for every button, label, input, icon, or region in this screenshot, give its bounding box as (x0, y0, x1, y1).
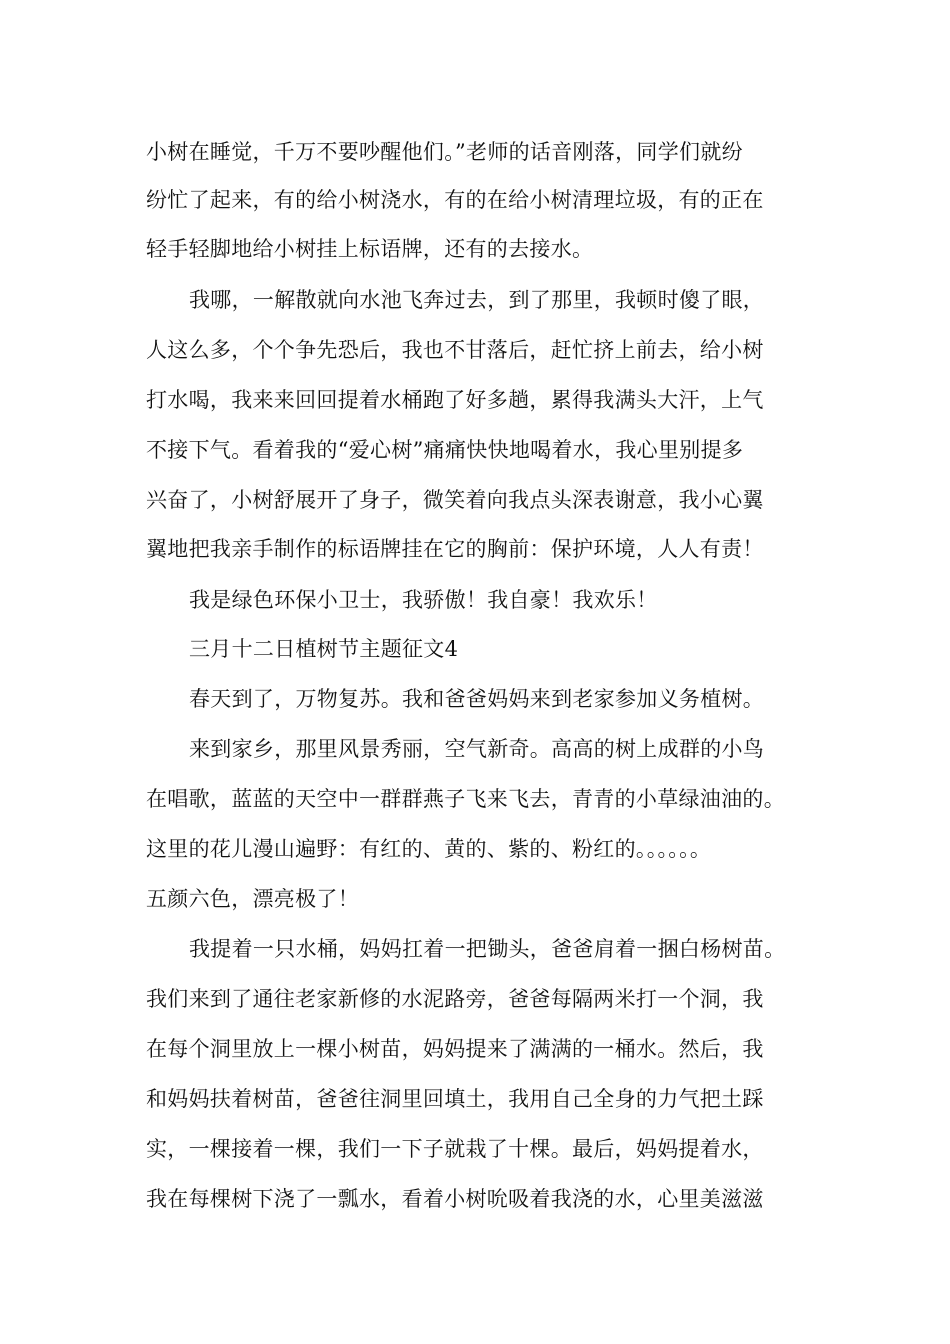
paragraph-start-line: 我哪，一解散就向水池飞奔过去，到了那里，我顿时傻了眼， (189, 288, 765, 312)
paragraph-start-line: 我是绿色环保小卫士，我骄傲！我自豪！我欢乐！ (189, 588, 658, 612)
text-line: 在每个洞里放上一棵小树苗，妈妈提来了满满的一桶水。然后，我 (146, 1037, 764, 1061)
text-line: 实，一棵接着一棵，我们一下子就栽了十棵。最后，妈妈提着水， (146, 1137, 764, 1161)
text-line: 轻手轻脚地给小树挂上标语牌，还有的去接水。 (146, 237, 594, 261)
paragraph-start-line: 春天到了，万物复苏。我和爸爸妈妈来到老家参加义务植树。 (189, 687, 765, 711)
text-line: 纷忙了起来，有的给小树浇水，有的在给小树清理垃圾，有的正在 (146, 188, 764, 212)
text-line: 五颜六色，漂亮极了！ (146, 887, 359, 911)
text-line: 不接下气。看着我的“爱心树”痛痛快快地喝着水，我心里别提多 (146, 438, 744, 462)
paragraph-start-line: 我提着一只水桶，妈妈扛着一把锄头，爸爸肩着一捆白杨树苗。 (189, 937, 786, 961)
text-line: 和妈妈扶着树苗，爸爸往洞里回填土，我用自己全身的力气把土踩 (146, 1087, 764, 1111)
paragraph-start-line: 来到家乡，那里风景秀丽，空气新奇。高高的树上成群的小鸟 (189, 737, 765, 761)
text-line: 兴奋了，小树舒展开了身子，微笑着向我点头深表谢意，我小心翼 (146, 488, 764, 512)
text-line: 人这么多，个个争先恐后，我也不甘落后，赶忙挤上前去，给小树 (146, 338, 764, 362)
text-line: 打水喝，我来来回回提着水桶跑了好多趟，累得我满头大汗，上气 (146, 388, 764, 412)
text-line: 翼地把我亲手制作的标语牌挂在它的胸前：保护环境，人人有责！ (146, 537, 764, 561)
text-line: 我们来到了通往老家新修的水泥路旁，爸爸每隔两米打一个洞，我 (146, 987, 764, 1011)
text-line: 在唱歌，蓝蓝的天空中一群群燕子飞来飞去，青青的小草绿油油的。 (146, 787, 785, 811)
text-line: 我在每棵树下浇了一瓢水，看着小树吮吸着我浇的水，心里美滋滋 (146, 1187, 764, 1211)
section-heading: 三月十二日植树节主题征文4 (189, 637, 459, 661)
text-line: 这里的花儿漫山遍野：有红的、黄的、紫的、粉红的。。。。。。 (146, 837, 712, 861)
text-line: 小树在睡觉，千万不要吵醒他们。”老师的话音刚落，同学们就纷 (146, 140, 743, 164)
